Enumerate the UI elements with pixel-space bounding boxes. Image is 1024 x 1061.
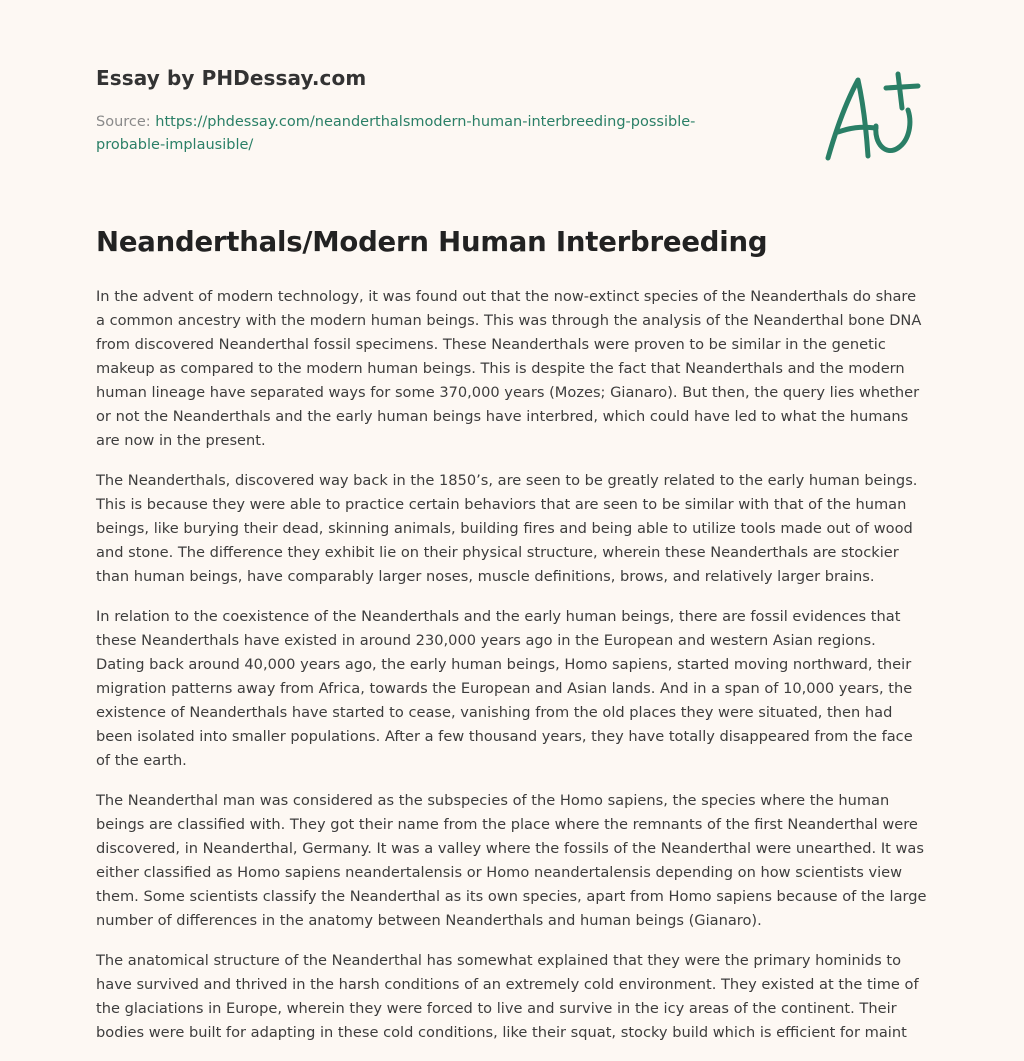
a-plus-grade-icon bbox=[820, 68, 930, 168]
essay-paragraph: The anatomical structure of the Neanderthal has somewhat explained that they were the primary hominids to have survived and thrived in the harsh conditions of an extremely cold environment. They existed at the time of the glaciations in Europe, wherein they were forced to live and survive in the icy areas of the continent. Their bodies were built for adapting in these cold conditions, like their squat, stocky build which is efficient for maint bbox=[96, 952, 919, 1041]
essay-paragraph: In relation to the coexistence of the Neanderthals and the early human beings, there are fossil evidences that these Neanderthals have existed in around 230,000 years ago in the European and western Asian regions. Dating back around 40,000 years ago, the early human beings, Homo sapiens, started moving northward, their migration patterns away from Africa, towards the European and Asian lands. And in a span of 10,000 years, the existence of Neanderthals have started to cease, vanishing from the old places they were situated, then had been isolated into smaller populations. After a few thousand years, they have totally disappeared from the face of the earth. bbox=[96, 608, 913, 769]
essay-body bbox=[96, 285, 928, 1061]
essay-title: Neanderthals/Modern Human Interbreeding bbox=[96, 226, 768, 258]
site-brand: Essay by PHDessay.com bbox=[96, 66, 367, 90]
source-link[interactable]: https://phdessay.com/neanderthalsmodern-human-interbreeding-possible-probable-implausible/ bbox=[96, 114, 696, 153]
essay-paragraph: In the advent of modern technology, it was found out that the now-extinct species of the Neanderthals do share a common ancestry with the modern human beings. This was through the analysis of the Neanderthal bone DNA from discovered Neanderthal fossil specimens. These Neanderthals were proven to be similar in the genetic makeup as compared to the modern human beings. This is despite the fact that Neanderthals and the modern human lineage have separated ways for some 370,000 years (Mozes; Gianaro). But then, the query lies whether or not the Neanderthals and the early human beings have interbred, which could have led to what the humans are now in the present. bbox=[96, 288, 922, 449]
source-label: Source: bbox=[96, 114, 156, 130]
source-line bbox=[96, 111, 736, 157]
essay-paragraph: The Neanderthal man was considered as the subspecies of the Homo sapiens, the species where the human beings are classified with. They got their name from the place where the remnants of the first Neanderthal were discovered, in Neanderthal, Germany. It was a valley where the fossils of the Neanderthal were unearthed. It was either classified as Homo sapiens neandertalensis or Homo neandertalensis depending on how scientists view them. Some scientists classify the Neanderthal as its own species, apart from Homo sapiens because of the large number of differences in the anatomy between Neanderthals and human beings (Gianaro). bbox=[96, 792, 927, 929]
essay-paragraph: The Neanderthals, discovered way back in the 1850’s, are seen to be greatly related to the early human beings. This is because they were able to practice certain behaviors that are seen to be similar with that of the human beings, like burying their dead, skinning animals, building fires and being able to utilize tools made out of wood and stone. The difference they exhibit lie on their physical structure, wherein these Neanderthals are stockier than human beings, have comparably larger noses, muscle definitions, brows, and relatively larger brains. bbox=[96, 472, 918, 585]
